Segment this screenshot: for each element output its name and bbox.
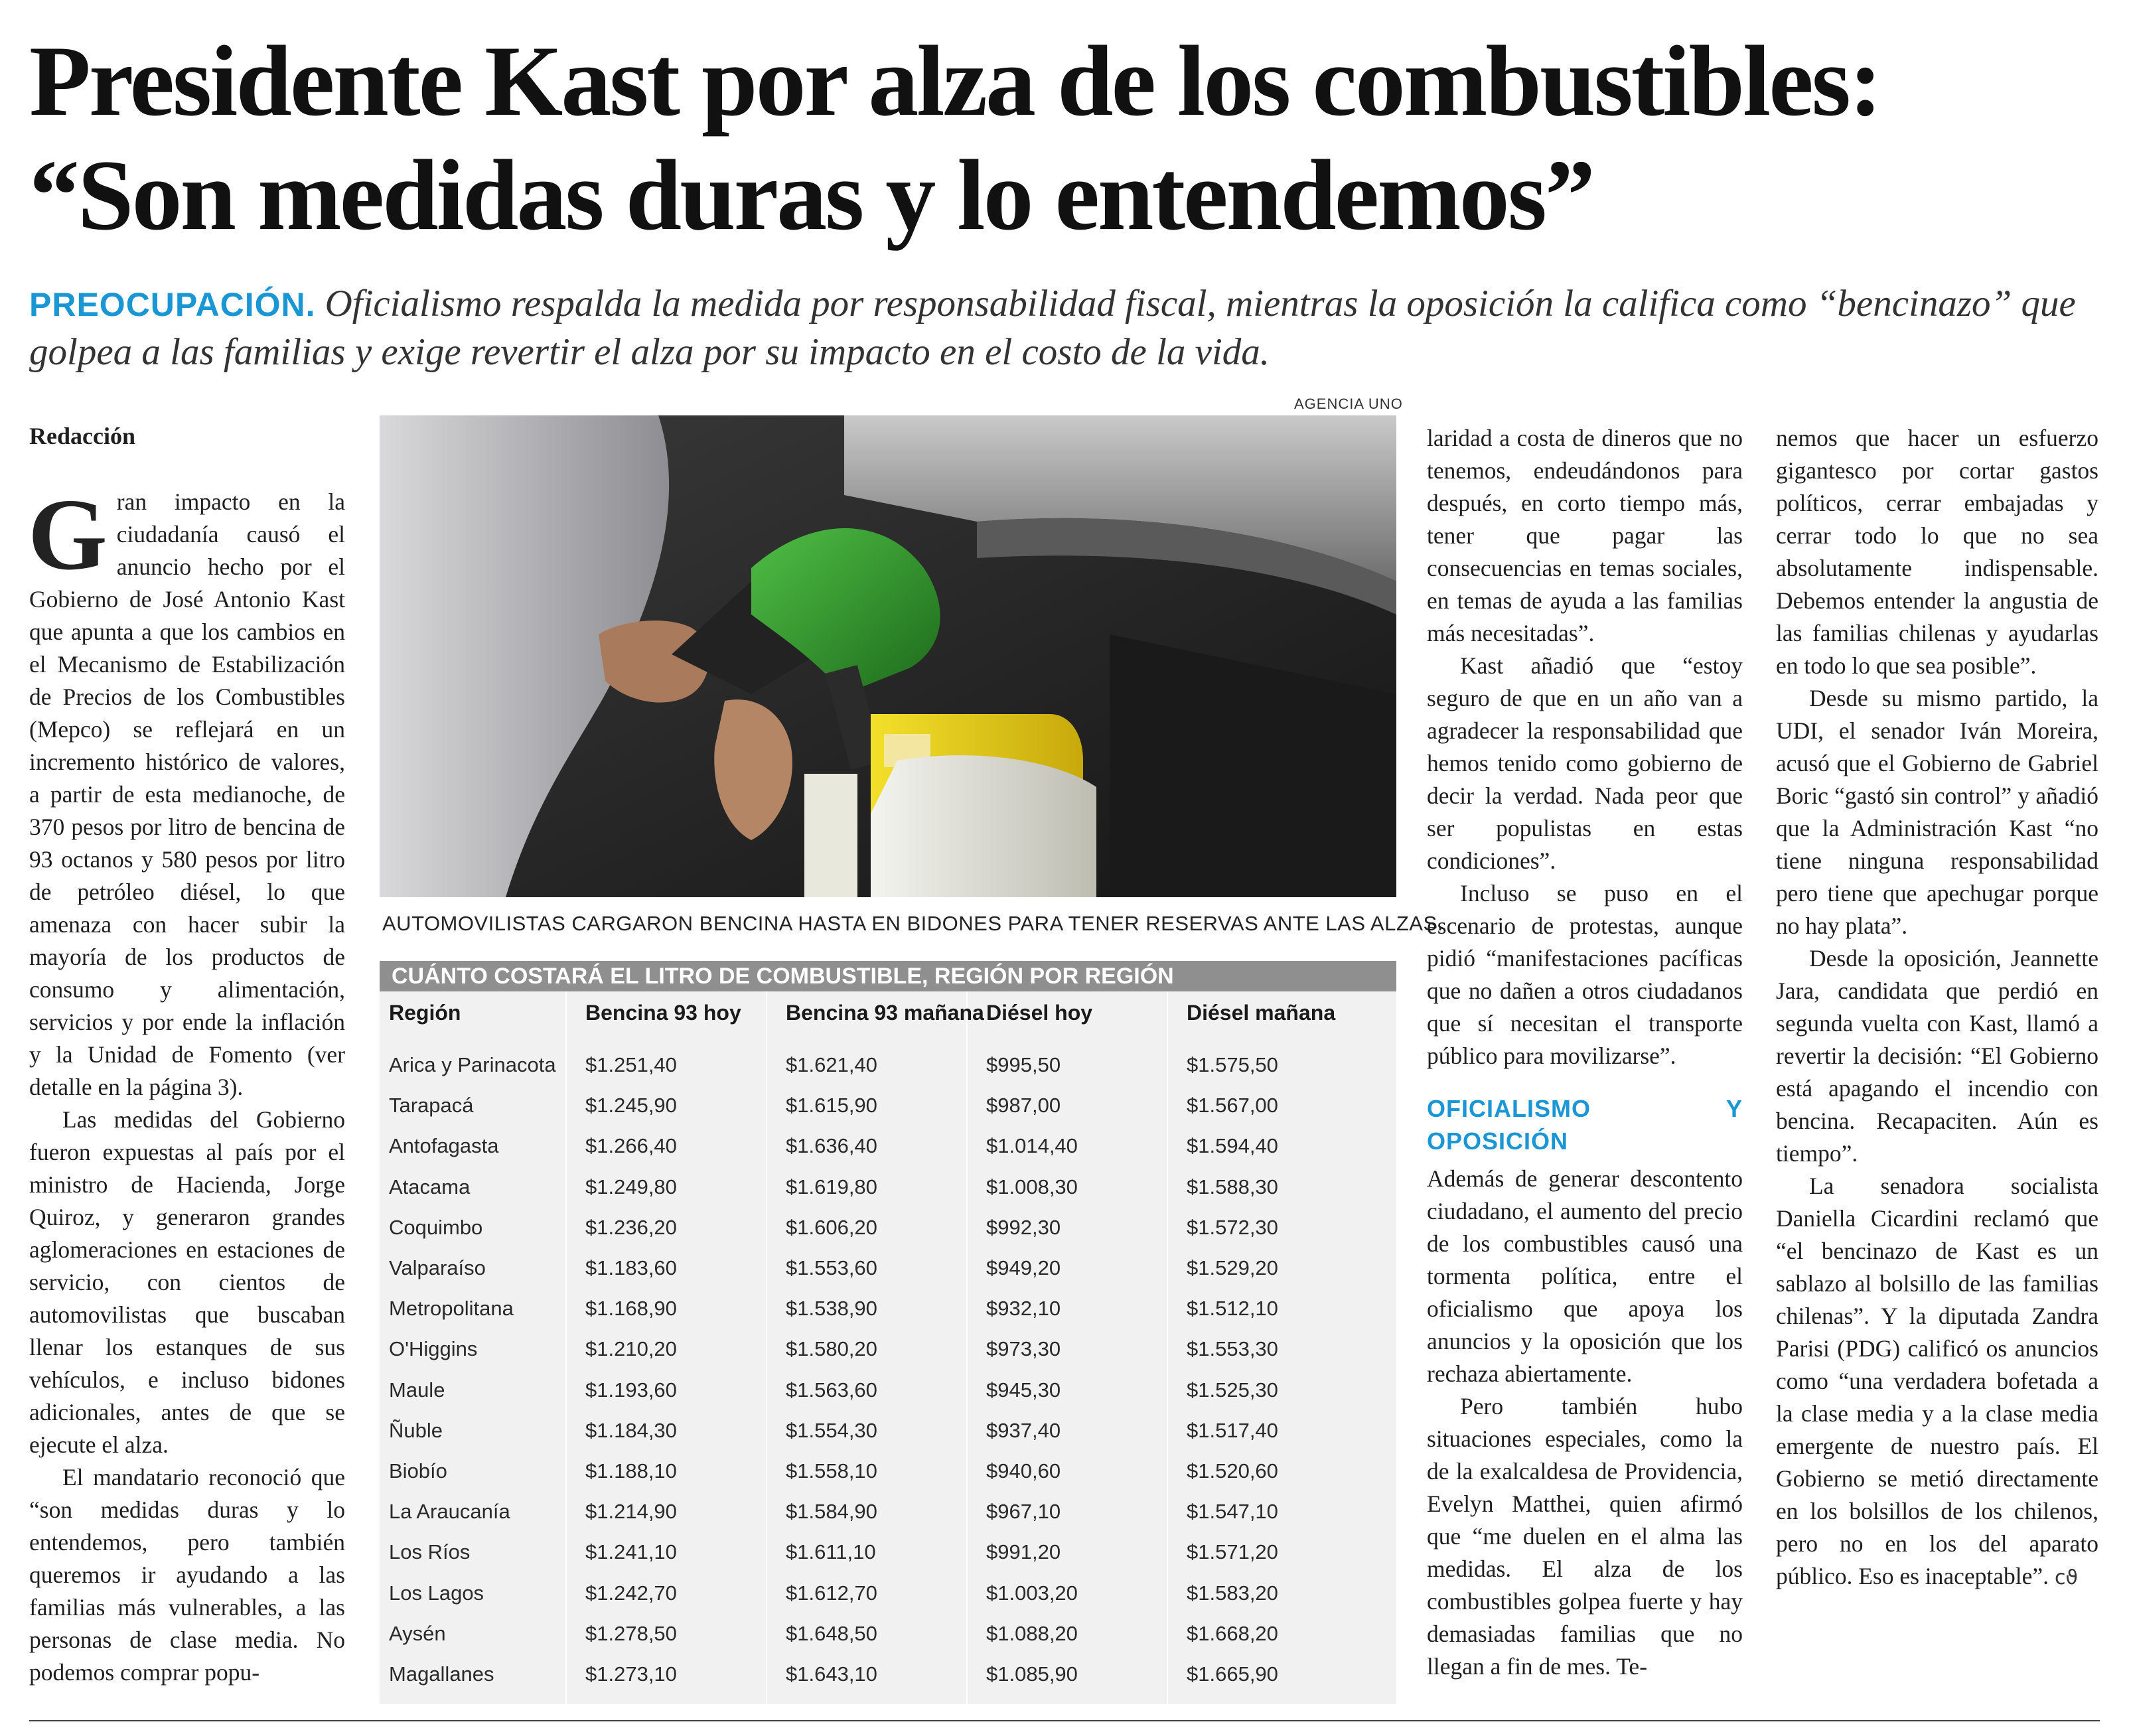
- cell-region: Coquimbo: [389, 1215, 483, 1239]
- deck-kicker: PREOCUPACIÓN.: [29, 286, 316, 323]
- cell-diesel-hoy: $1.085,90: [986, 1662, 1078, 1686]
- article-column-1: [28, 478, 345, 1689]
- headline-line-1: Presidente Kast por alza de los combustibles:: [29, 25, 1881, 137]
- cell-bencina-93-hoy: $1.245,90: [585, 1094, 677, 1118]
- end-mark-icon: ᴄϑ: [2054, 1566, 2079, 1589]
- cell-diesel-manana: $1.572,30: [1187, 1215, 1278, 1239]
- fuel-pump-illustration: [380, 415, 1396, 897]
- cell-bencina-93-manana: $1.648,50: [786, 1621, 877, 1645]
- paragraph: Incluso se puso en el escenario de protestas, aunque pidió “manifestaciones pacíficas que no dañen a otros ciudadanos que sí necesitan el transporte público para movilizarse”.: [1427, 880, 1743, 1069]
- paragraph: nemos que hacer un esfuerzo gigantesco por cortar gastos políticos, cerrar embajadas y cerrar todo lo que no sea absolutamente indispensable. Debemos entender la angustia de las familias chilenas y ayudarlas en todo lo que sea posible”.: [1776, 425, 2098, 679]
- table-row: [380, 1532, 1396, 1572]
- cell-diesel-manana: $1.567,00: [1187, 1094, 1278, 1118]
- cell-bencina-93-manana: $1.554,30: [786, 1418, 877, 1442]
- cell-region: Ñuble: [389, 1418, 443, 1442]
- cell-region: Antofagasta: [389, 1134, 499, 1158]
- article-column-4: [1776, 422, 2098, 1594]
- paragraph: Pero también hubo situaciones especiales, como la de la exalcaldesa de Providencia, Evelyn Matthei, quien afirmó que “me duelen en el alma las medidas. El alza de los combustibles golpea fuerte y hay demasiadas familias que no llegan a fin de mes. Te-: [1427, 1393, 1743, 1680]
- paragraph: laridad a costa de dineros que no tenemos, endeudándonos para después, en corto tiempo más, tener que pagar las consecuencias en temas sociales, en temas de ayuda a las familias más necesitadas”.: [1427, 425, 1743, 646]
- cell-region: Los Lagos: [389, 1581, 484, 1605]
- cell-diesel-hoy: $1.014,40: [986, 1134, 1078, 1158]
- cell-bencina-93-manana: $1.558,10: [786, 1459, 877, 1483]
- cell-bencina-93-hoy: $1.241,10: [585, 1540, 677, 1564]
- cell-region: Biobío: [389, 1459, 447, 1483]
- cell-diesel-manana: $1.517,40: [1187, 1418, 1278, 1442]
- paragraph: Además de generar descontento ciudadano, el aumento del precio de los combustibles causó una tormenta política, entre el oficialismo que apoya los anuncios y la oposición que los rechaza abiertamente.: [1427, 1165, 1743, 1387]
- cell-bencina-93-hoy: $1.168,90: [585, 1297, 677, 1321]
- cell-diesel-hoy: $991,20: [986, 1540, 1061, 1564]
- column-header-diesel-manana: Diésel mañana: [1187, 1001, 1336, 1025]
- table-row: [380, 1654, 1396, 1694]
- cell-region: Los Ríos: [389, 1540, 471, 1564]
- cell-bencina-93-hoy: $1.210,20: [585, 1337, 677, 1361]
- cell-bencina-93-hoy: $1.183,60: [585, 1256, 677, 1279]
- cell-bencina-93-hoy: $1.278,50: [585, 1621, 677, 1645]
- table-row: [380, 1288, 1396, 1329]
- column-header-diesel-hoy: Diésel hoy: [986, 1001, 1093, 1025]
- table-row: [380, 1045, 1396, 1085]
- cell-bencina-93-manana: $1.615,90: [786, 1094, 877, 1118]
- cell-bencina-93-hoy: $1.242,70: [585, 1581, 677, 1605]
- cell-diesel-hoy: $973,30: [986, 1337, 1061, 1361]
- cell-region: O'Higgins: [389, 1337, 478, 1361]
- cell-region: Arica y Parinacota: [389, 1053, 556, 1076]
- paragraph: El mandatario reconoció que “son medidas duras y lo entendemos, pero también queremos ir ayudando a las familias más vulnerables, a las personas de clase media. No podemos comprar popu-: [29, 1464, 345, 1686]
- cell-bencina-93-manana: $1.612,70: [786, 1581, 877, 1605]
- table-row: [380, 1370, 1396, 1410]
- paragraph: Gran impacto en la ciudadanía causó el anuncio hecho por el Gobierno de José Antonio Kast que apunta a que los cambios en el Mecanismo de Estabilización de Precios de los Combustibles (Mepco) se reflejará en un incremento histórico de valores, a partir de esta medianoche, de 370 pesos por litro de bencina de 93 octanos y 580 pesos por litro de petróleo diésel, lo que amenaza con hacer subir la mayoría de los productos de consumo y alimentación, servicios y por ende la inflación y la Unidad de Fomento (ver detalle en la página 3).: [28, 478, 345, 1100]
- column-header-bencina-93-hoy: Bencina 93 hoy: [585, 1001, 741, 1025]
- cell-diesel-manana: $1.665,90: [1187, 1662, 1278, 1686]
- cell-diesel-hoy: $949,20: [986, 1256, 1061, 1279]
- cell-bencina-93-hoy: $1.193,60: [585, 1378, 677, 1402]
- cell-diesel-manana: $1.520,60: [1187, 1459, 1278, 1483]
- cell-region: Valparaíso: [389, 1256, 486, 1279]
- cell-bencina-93-manana: $1.580,20: [786, 1337, 877, 1361]
- cell-diesel-manana: $1.588,30: [1187, 1175, 1278, 1198]
- byline: Redacción: [29, 423, 135, 449]
- cell-bencina-93-manana: $1.621,40: [786, 1053, 877, 1076]
- cell-diesel-manana: $1.529,20: [1187, 1256, 1278, 1279]
- cell-diesel-manana: $1.547,10: [1187, 1500, 1278, 1524]
- photo-credit: AGENCIA UNO: [1294, 396, 1403, 412]
- table-row: [380, 1451, 1396, 1491]
- cell-diesel-manana: $1.575,50: [1187, 1053, 1278, 1076]
- cell-region: Maule: [389, 1378, 445, 1402]
- table-row: [380, 1085, 1396, 1125]
- news-photo: [380, 415, 1396, 897]
- table-row: [380, 1207, 1396, 1248]
- cell-diesel-hoy: $945,30: [986, 1378, 1061, 1402]
- column-header-bencina-93-manana: Bencina 93 mañana: [786, 1001, 984, 1025]
- paragraph: Desde la oposición, Jeannette Jara, candidata que perdió en segunda vuelta con Kast, llamó a revertir la decisión: “El Gobierno está apagando el incendio con bencina. Recapaciten. Aún es tiempo”.: [1776, 945, 2098, 1167]
- cell-bencina-93-hoy: $1.214,90: [585, 1500, 677, 1524]
- table-row: [380, 1491, 1396, 1532]
- cell-diesel-manana: $1.594,40: [1187, 1134, 1278, 1158]
- cell-bencina-93-manana: $1.553,60: [786, 1256, 877, 1279]
- cell-bencina-93-hoy: $1.251,40: [585, 1053, 677, 1076]
- cell-bencina-93-hoy: $1.184,30: [585, 1418, 677, 1442]
- cell-bencina-93-manana: $1.584,90: [786, 1500, 877, 1524]
- table-title: CUÁNTO COSTARÁ EL LITRO DE COMBUSTIBLE, REGIÓN POR REGIÓN: [380, 961, 1396, 991]
- cell-region: Tarapacá: [389, 1094, 474, 1118]
- cell-diesel-hoy: $937,40: [986, 1418, 1061, 1442]
- cell-diesel-hoy: $1.008,30: [986, 1175, 1078, 1198]
- paragraph: Las medidas del Gobierno fueron expuestas al país por el ministro de Hacienda, Jorge Quiroz, y generaron grandes aglomeraciones en estaciones de servicio, con cientos de automovilistas que buscaban llenar los estanques de sus vehículos, e incluso bidones adicionales, antes de que se ejecute el alza.: [29, 1106, 345, 1458]
- cell-diesel-manana: $1.512,10: [1187, 1297, 1278, 1321]
- table-row: [380, 1329, 1396, 1369]
- paragraph: La senadora socialista Daniella Cicardini reclamó que “el bencinazo de Kast es un sablazo al bolsillo de las familias chilenas”. Y la diputada Zandra Parisi (PDG) calificó os anuncios como “una verdadera bofetada a la clase media y a la clase media emergente de nuestro país. El Gobierno se metió directamente en los bolsillos de los chilenos, pero no en los del aparato público. Eso es inaceptable”. ᴄϑ: [1776, 1173, 2098, 1589]
- cell-bencina-93-manana: $1.606,20: [786, 1215, 877, 1239]
- drop-cap: G: [28, 478, 108, 591]
- cell-bencina-93-hoy: $1.188,10: [585, 1459, 677, 1483]
- article-column-3: [1427, 422, 1743, 1683]
- table-row: [380, 1125, 1396, 1166]
- deck-text: Oficialismo respalda la medida por responsabilidad fiscal, mientras la oposición la califica como “bencinazo” que golpea a las familias y exige revertir el alza por su impacto en el costo de la vida.: [29, 283, 2076, 373]
- cell-bencina-93-hoy: $1.236,20: [585, 1215, 677, 1239]
- cell-diesel-manana: $1.668,20: [1187, 1621, 1278, 1645]
- table-row: [380, 1613, 1396, 1654]
- cell-bencina-93-manana: $1.611,10: [786, 1540, 876, 1564]
- cell-bencina-93-hoy: $1.273,10: [585, 1662, 677, 1686]
- table-row: [380, 1410, 1396, 1451]
- cell-diesel-manana: $1.583,20: [1187, 1581, 1278, 1605]
- cell-diesel-hoy: $967,10: [986, 1500, 1061, 1524]
- cell-bencina-93-hoy: $1.249,80: [585, 1175, 677, 1198]
- cell-diesel-hoy: $992,30: [986, 1215, 1061, 1239]
- cell-diesel-hoy: $932,10: [986, 1297, 1061, 1321]
- cell-bencina-93-manana: $1.563,60: [786, 1378, 877, 1402]
- cell-diesel-hoy: $940,60: [986, 1459, 1061, 1483]
- cell-bencina-93-manana: $1.643,10: [786, 1662, 877, 1686]
- cell-region: Metropolitana: [389, 1297, 514, 1321]
- cell-region: Aysén: [389, 1621, 446, 1645]
- deck: [29, 280, 2100, 376]
- column-header-region: Región: [389, 1001, 461, 1025]
- cell-diesel-manana: $1.571,20: [1187, 1540, 1278, 1564]
- table-row: [380, 1167, 1396, 1207]
- cell-bencina-93-manana: $1.538,90: [786, 1297, 877, 1321]
- paragraph: Desde su mismo partido, la UDI, el senador Iván Moreira, acusó que el Gobierno de Gabriel Boric “gastó sin control” y añadió que la Administración Kast “no tiene ninguna responsabilidad pero tiene que apechugar porque no hay plata”.: [1776, 685, 2098, 939]
- photo-caption: AUTOMOVILISTAS CARGARON BENCINA HASTA EN BIDONES PARA TENER RESERVAS ANTE LAS ALZAS.: [382, 912, 1443, 935]
- section-subhead: OFICIALISMO Y OPOSICIÓN: [1427, 1095, 1743, 1155]
- headline-line-2: “Son medidas duras y lo entendemos”: [29, 139, 1593, 251]
- headline: [29, 24, 2100, 252]
- cell-diesel-hoy: $1.003,20: [986, 1581, 1078, 1605]
- paragraph: Kast añadió que “estoy seguro de que en un año van a agradecer la responsabilidad que hemos tenido como gobierno de decir la verdad. Nada peor que ser populistas en estas condiciones”.: [1427, 652, 1743, 874]
- cell-bencina-93-manana: $1.636,40: [786, 1134, 877, 1158]
- cell-diesel-manana: $1.525,30: [1187, 1378, 1278, 1402]
- table-row: [380, 1248, 1396, 1288]
- cell-region: La Araucanía: [389, 1500, 510, 1524]
- cell-diesel-hoy: $1.088,20: [986, 1621, 1078, 1645]
- page-rule: [29, 1720, 2100, 1721]
- cell-diesel-manana: $1.553,30: [1187, 1337, 1278, 1361]
- cell-diesel-hoy: $995,50: [986, 1053, 1061, 1076]
- cell-diesel-hoy: $987,00: [986, 1094, 1061, 1118]
- fuel-price-table: [380, 961, 1396, 1704]
- table-row: [380, 1573, 1396, 1613]
- cell-region: Atacama: [389, 1175, 471, 1198]
- cell-bencina-93-manana: $1.619,80: [786, 1175, 877, 1198]
- cell-region: Magallanes: [389, 1662, 494, 1686]
- cell-bencina-93-hoy: $1.266,40: [585, 1134, 677, 1158]
